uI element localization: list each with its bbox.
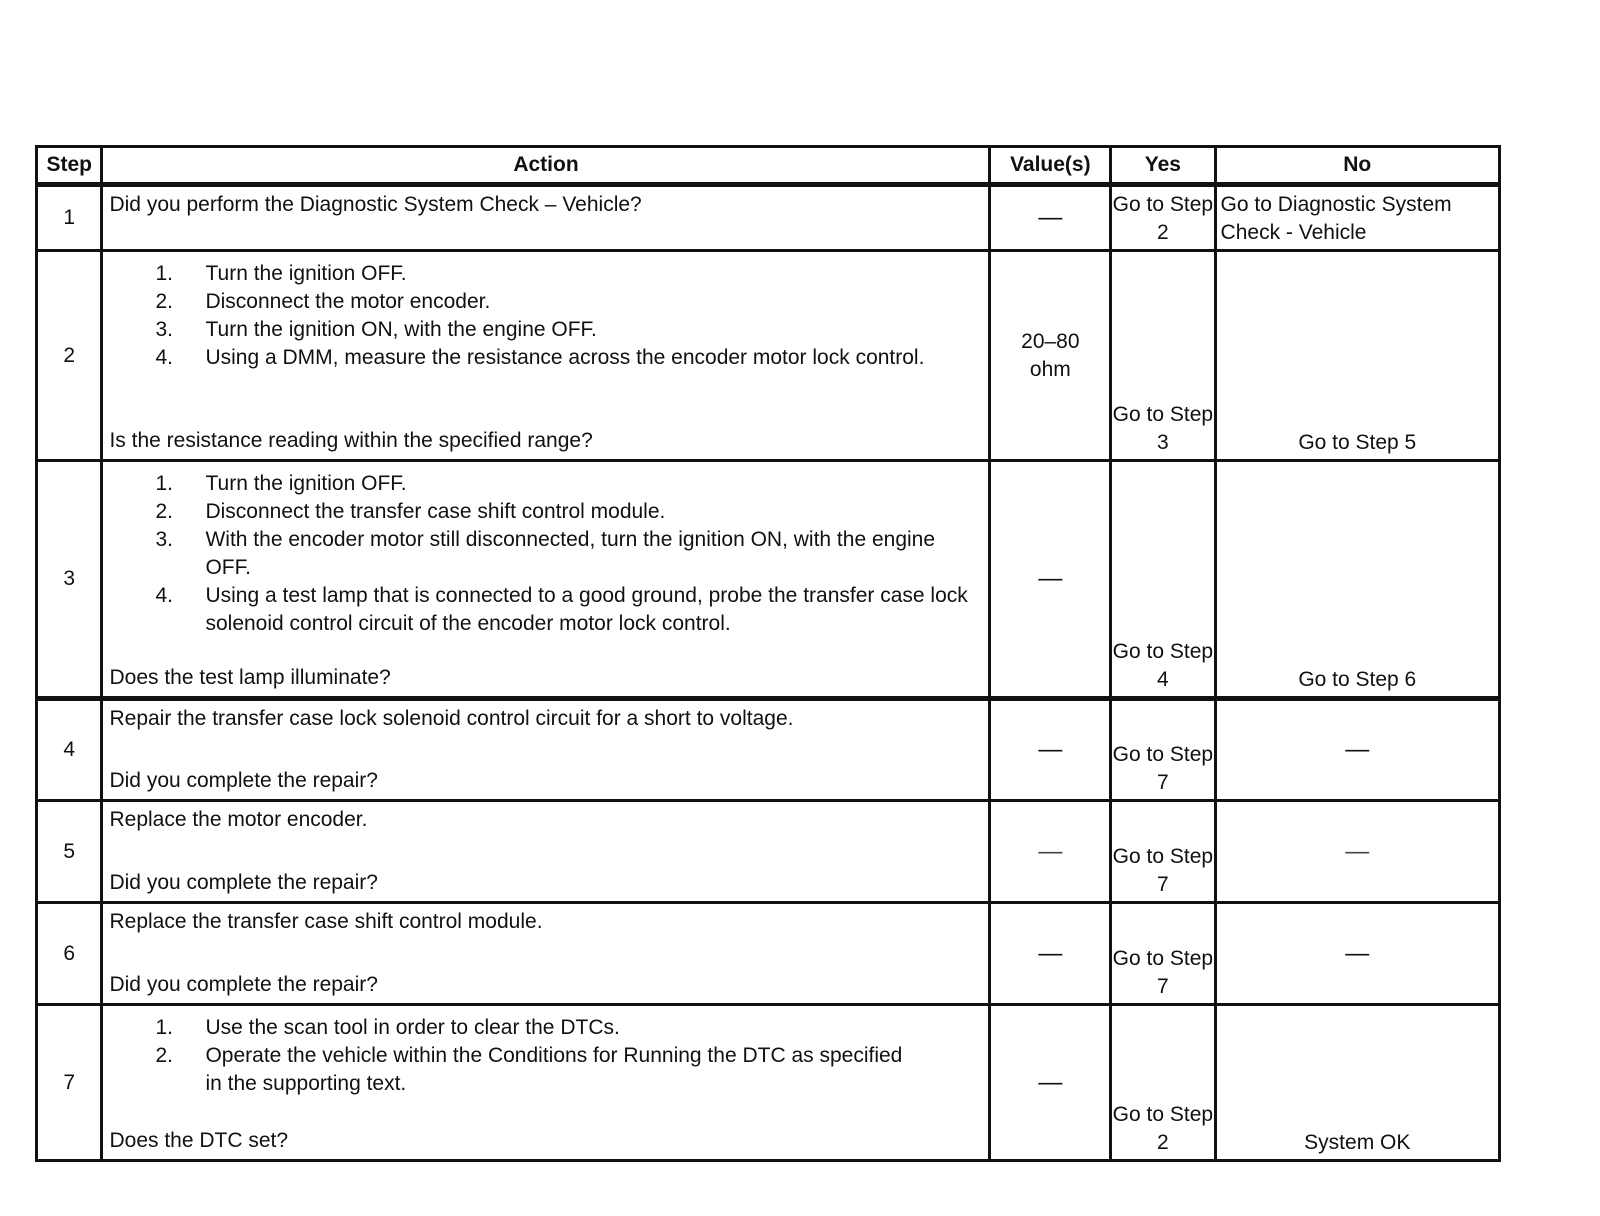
diagnostic-table xyxy=(35,145,1501,1162)
action-question: Did you complete the repair? xyxy=(109,769,378,792)
value-cell: — xyxy=(990,801,1111,903)
value-cell: — xyxy=(990,699,1111,801)
action-cell xyxy=(102,251,990,461)
table-row xyxy=(37,1005,1500,1161)
action-cell xyxy=(102,903,990,1005)
action-cell xyxy=(102,1005,990,1161)
no-cell: Go to Step 6 xyxy=(1215,461,1499,699)
yes-cell: Go to Step 7 xyxy=(1111,801,1215,903)
value-cell: — xyxy=(990,903,1111,1005)
header-values: Value(s) xyxy=(990,147,1111,185)
no-cell: — xyxy=(1215,903,1499,1005)
no-cell: — xyxy=(1215,699,1499,801)
no-cell: Go to Step 5 xyxy=(1215,251,1499,461)
header-no: No xyxy=(1215,147,1499,185)
action-question: Is the resistance reading within the specified range? xyxy=(109,429,593,452)
step-number: 4 xyxy=(37,699,102,801)
step-number: 2 xyxy=(37,251,102,461)
header-action: Action xyxy=(102,147,990,185)
action-cell xyxy=(102,699,990,801)
action-question: Does the DTC set? xyxy=(109,1129,289,1152)
step-number: 7 xyxy=(37,1005,102,1161)
step-number: 1 xyxy=(37,185,102,251)
action-lead: Replace the motor encoder. xyxy=(109,808,368,831)
table-row xyxy=(37,903,1500,1005)
value-cell: — xyxy=(990,461,1111,699)
action-cell xyxy=(102,801,990,903)
yes-cell: Go to Step 3 xyxy=(1111,251,1215,461)
list-item: With the encoder motor still disconnected, turn the ignition ON, with the engine OFF. xyxy=(205,528,936,579)
table-header-row xyxy=(37,147,1500,185)
step-number: 6 xyxy=(37,903,102,1005)
action-question: Did you complete the repair? xyxy=(109,871,378,894)
list-item: Disconnect the transfer case shift control module. xyxy=(205,500,666,523)
no-cell: — xyxy=(1215,801,1499,903)
yes-cell: Go to Step 7 xyxy=(1111,699,1215,801)
header-step: Step xyxy=(37,147,102,185)
table-row xyxy=(37,801,1500,903)
step-number: 5 xyxy=(37,801,102,903)
list-item: Disconnect the motor encoder. xyxy=(205,290,491,313)
list-item: Use the scan tool in order to clear the DTCs. xyxy=(205,1016,620,1039)
action-list xyxy=(109,1014,982,1098)
no-cell: Go to Diagnostic System Check - Vehicle xyxy=(1215,185,1499,251)
list-item: Turn the ignition OFF. xyxy=(205,262,407,285)
list-item: Using a DMM, measure the resistance across the encoder motor lock control. xyxy=(205,346,925,369)
action-lead: Repair the transfer case lock solenoid control circuit for a short to voltage. xyxy=(109,707,794,730)
table-row xyxy=(37,251,1500,461)
no-cell: System OK xyxy=(1215,1005,1499,1161)
list-item: Turn the ignition ON, with the engine OFF. xyxy=(205,318,597,341)
header-yes: Yes xyxy=(1111,147,1215,185)
yes-cell: Go to Step 2 xyxy=(1111,185,1215,251)
value-cell: — xyxy=(990,1005,1111,1161)
table-row xyxy=(37,461,1500,699)
action-cell xyxy=(102,461,990,699)
list-item: Turn the ignition OFF. xyxy=(205,472,407,495)
list-item: Using a test lamp that is connected to a good ground, probe the transfer case lock solenoid control circuit of the encoder motor lock control. xyxy=(205,584,968,635)
value-cell: — xyxy=(990,185,1111,251)
action-list xyxy=(109,260,982,372)
action-question: Did you complete the repair? xyxy=(109,973,378,996)
yes-cell: Go to Step 2 xyxy=(1111,1005,1215,1161)
list-item: Operate the vehicle within the Conditions for Running the DTC as specified in the supporting text. xyxy=(205,1044,903,1095)
action-question: Did you perform the Diagnostic System Check – Vehicle? xyxy=(109,193,642,216)
table-row xyxy=(37,699,1500,801)
action-cell xyxy=(102,185,990,251)
table-row xyxy=(37,185,1500,251)
value-cell: 20–80 ohm xyxy=(990,251,1111,461)
yes-cell: Go to Step 7 xyxy=(1111,903,1215,1005)
action-question: Does the test lamp illuminate? xyxy=(109,666,391,689)
action-list xyxy=(109,470,982,638)
yes-cell: Go to Step 4 xyxy=(1111,461,1215,699)
action-lead: Replace the transfer case shift control module. xyxy=(109,910,543,933)
step-number: 3 xyxy=(37,461,102,699)
